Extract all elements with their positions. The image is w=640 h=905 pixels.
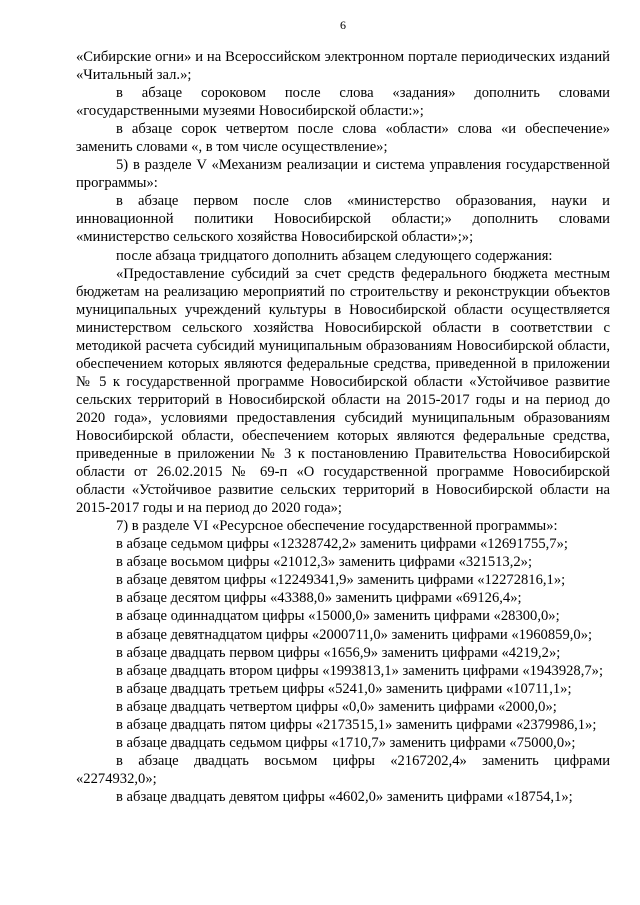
document-body <box>76 48 610 806</box>
paragraph: в абзаце сорок четвертом после слова «области» слова «и обеспечение» заменить словами «, в том числе осуществление»; <box>76 121 610 156</box>
paragraph: в абзаце девятнадцатом цифры «2000711,0» заменить цифрами «1960859,0»; <box>116 626 593 643</box>
paragraph: 7) в разделе VI «Ресурсное обеспечение государственной программы»: <box>116 518 558 535</box>
page-number: 6 <box>340 18 346 32</box>
paragraph: в абзаце двадцать пятом цифры «2173515,1» заменить цифрами «2379986,1»; <box>116 716 597 733</box>
paragraph: 5) в разделе V «Механизм реализации и система управления государственной программы»: <box>76 157 610 192</box>
paragraph: в абзаце двадцать третьем цифры «5241,0» заменить цифрами «10711,1»; <box>116 680 572 697</box>
document-page <box>76 18 610 806</box>
paragraph: в абзаце десятом цифры «43388,0» заменить цифрами «69126,4»; <box>116 590 522 607</box>
paragraph: в абзаце двадцать девятом цифры «4602,0» заменить цифрами «18754,1»; <box>116 788 573 805</box>
paragraph: в абзаце двадцать первом цифры «1656,9» заменить цифрами «4219,2»; <box>116 644 561 661</box>
paragraph: в абзаце двадцать четвертом цифры «0,0» заменить цифрами «2000,0»; <box>116 698 557 715</box>
paragraph: в абзаце двадцать втором цифры «1993813,1» заменить цифрами «1943928,7»; <box>116 662 604 679</box>
paragraph: в абзаце первом после слов «министерство образования, науки и инновационной политики Новосибирской области;» дополнить словами «министерство сельского хозяйства Новосибирской области»;»; <box>76 193 610 246</box>
paragraph: после абзаца тридцатого дополнить абзацем следующего содержания: <box>116 247 553 264</box>
paragraph: в абзаце девятом цифры «12249341,9» заменить цифрами «12272816,1»; <box>116 572 566 589</box>
paragraph: в абзаце двадцать седьмом цифры «1710,7» заменить цифрами «75000,0»; <box>116 734 576 751</box>
paragraph: в абзаце одиннадцатом цифры «15000,0» заменить цифрами «28300,0»; <box>116 608 560 625</box>
paragraph: «Предоставление субсидий за счет средств федерального бюджета местным бюджетам на реализацию мероприятий по строительству и реконструкции объектов муниципальных учреждений культуры в Новосибирской области осуществляется министерством сельского хозяйства Новосибирской области в соответствии с методикой расчета субсидий муниципальным образованиям Новосибирской области, обеспечением которых являются федеральные средства, приведенной в приложении № 5 к государственной программе Новосибирской области «Устойчивое развитие сельских территорий в Новосибирской области на 2015-2017 годы и на период до 2020 года», условиями предоставления субсидий муниципальным образованиям Новосибирской области, обеспечением которых являются федеральные средства, приведенные в приложении № 3 к постановлению Правительства Новосибирской области от 26.02.2015 № 69-п «О государственной программе Новосибирской области «Устойчивое развитие сельских территорий в Новосибирской области на 2015-2017 годы и на период до 2020 года»; <box>76 265 610 517</box>
paragraph: в абзаце седьмом цифры «12328742,2» заменить цифрами «12691755,7»; <box>116 536 568 553</box>
paragraph: «Сибирские огни» и на Всероссийском электронном портале периодических изданий «Читальный зал.»; <box>76 49 610 84</box>
paragraph: в абзаце восьмом цифры «21012,3» заменить цифрами «321513,2»; <box>116 554 533 571</box>
paragraph: в абзаце двадцать восьмом цифры «2167202,4» заменить цифрами «2274932,0»; <box>76 752 610 787</box>
paragraph: в абзаце сороковом после слова «задания» дополнить словами «государственными музеями Новосибирской области:»; <box>76 85 610 120</box>
